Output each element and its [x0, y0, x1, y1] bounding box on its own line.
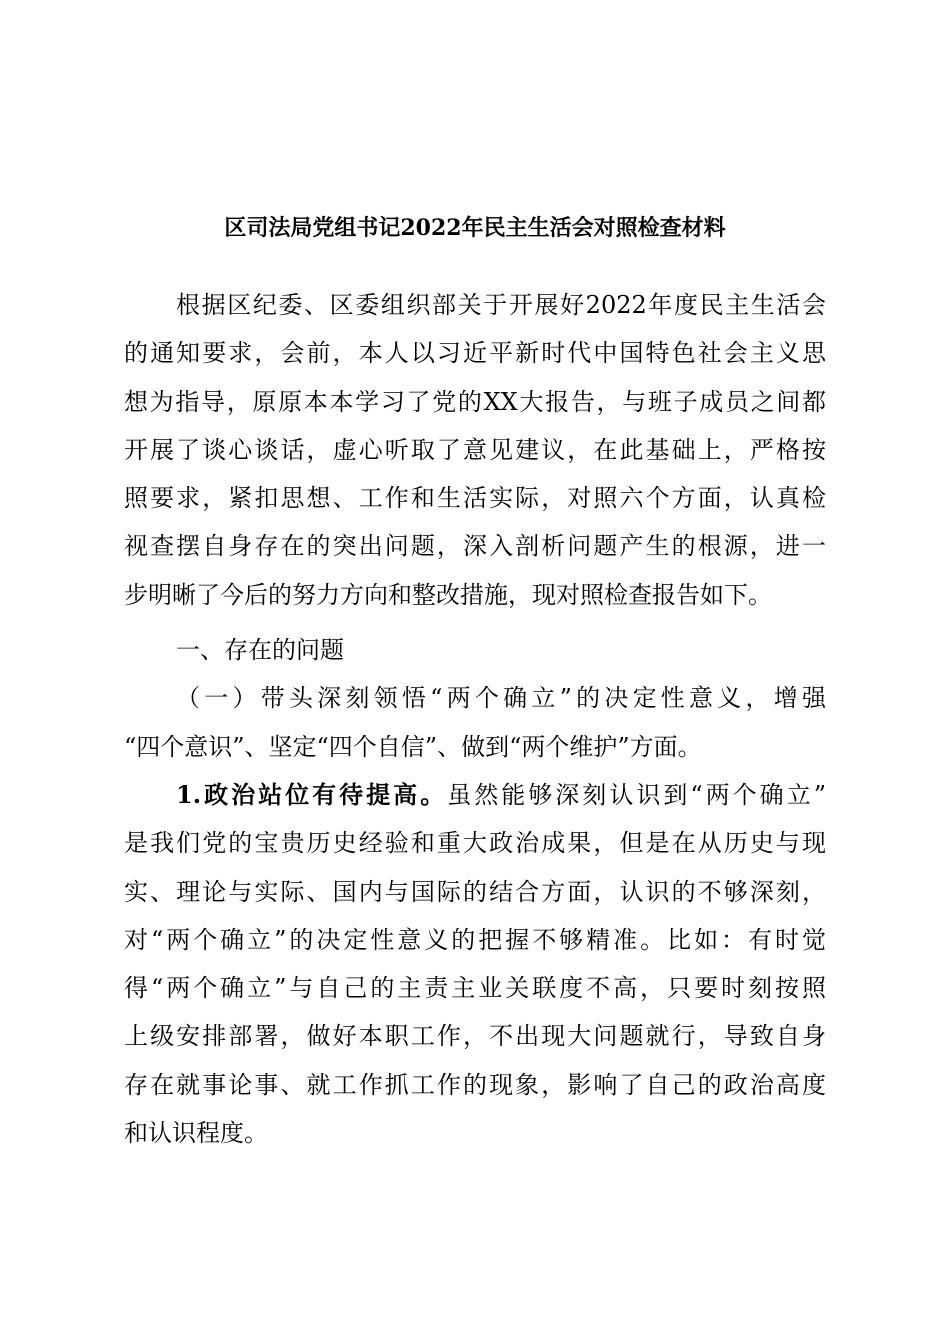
text-line: 开展了谈心谈话，虚心听取了意见建议，在此基础上，严格按	[124, 435, 826, 464]
document-title: 区司法局党组书记2022年民主生活会对照检查材料	[224, 215, 726, 241]
text-line: 和认识程度。	[124, 1119, 268, 1148]
text-line: 是我们党的宝贵历史经验和重大政治成果，但是在从历史与现	[124, 829, 826, 858]
text-line: 得“两个确立”与自己的主责主业关联度不高，只要时刻按照	[124, 974, 826, 1003]
text-line: 照要求，紧扣思想、工作和生活实际，对照六个方面，认真检	[124, 484, 826, 513]
text-line: 对“两个确立”的决定性意义的把握不够精准。比如：有时觉	[124, 925, 826, 954]
section-heading: 一、存在的问题	[176, 636, 344, 665]
item-lead: 1.政治站位有待提高。	[176, 779, 448, 809]
text-line	[124, 771, 826, 819]
text-line: “四个意识”、坚定“四个自信”、做到“两个维护”方面。	[124, 732, 702, 761]
text-line: 步明晰了今后的努力方向和整改措施，现对照检查报告如下。	[124, 580, 772, 609]
text-line: 根据区纪委、区委组织部关于开展好2022年度民主生活会	[176, 291, 826, 319]
text-line: 实、理论与实际、国内与国际的结合方面，认识的不够深刻，	[124, 877, 826, 906]
text-line: （一）带头深刻领悟“两个确立”的决定性意义，增强	[176, 684, 826, 713]
subsection-heading	[124, 674, 826, 771]
document-body	[124, 281, 826, 1157]
item-paragraph	[124, 771, 826, 1157]
intro-paragraph	[124, 281, 826, 619]
item-text: 虽然能够深刻认识到“两个确立”	[447, 780, 826, 809]
text-line: 的通知要求，会前，本人以习近平新时代中国特色社会主义思	[124, 339, 826, 368]
text-line: 视查摆自身存在的突出问题，深入剖析问题产生的根源，进一	[124, 532, 826, 561]
text-line: 想为指导，原原本本学习了党的XX大报告，与班子成员之间都	[124, 387, 826, 416]
text-line: 存在就事论事、就工作抓工作的现象，影响了自己的政治高度	[124, 1070, 826, 1099]
text-line: 上级安排部署，做好本职工作，不出现大问题就行，导致自身	[124, 1022, 826, 1051]
